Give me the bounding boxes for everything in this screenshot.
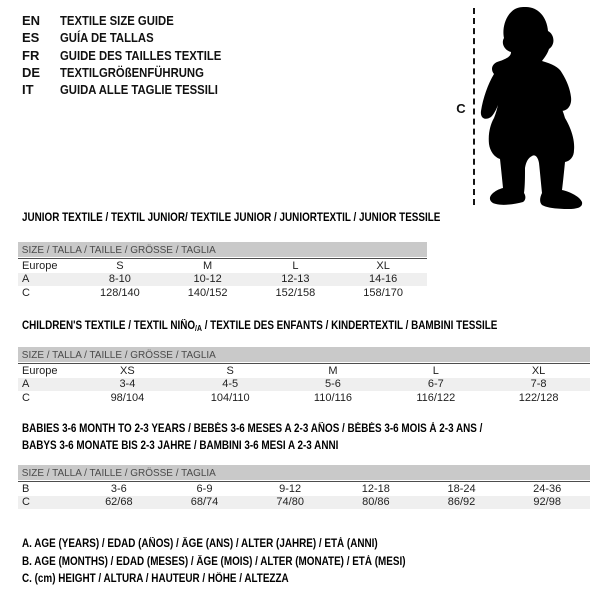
- table-title-line: [22, 421, 482, 438]
- row-label: B: [22, 482, 30, 495]
- table-cell: 18-24: [447, 482, 476, 495]
- table-cell: L: [292, 259, 299, 272]
- table-row: [18, 378, 590, 392]
- table-cell: 92/98: [533, 496, 561, 509]
- table-cell: 3-4: [119, 378, 136, 391]
- table-row: [18, 482, 590, 496]
- table-cell: 140/152: [187, 286, 228, 299]
- table-cell: 12-18: [361, 482, 390, 495]
- guide-title-text: GUIDA ALLE TAGLIE TESSILI: [60, 82, 218, 98]
- language-code-label: IT: [22, 82, 34, 98]
- table-cell: 9-12: [279, 482, 302, 495]
- table-cell: 6-7: [427, 378, 444, 391]
- language-code-label: DE: [22, 65, 41, 81]
- table-cell: L: [432, 364, 439, 377]
- height-measure-label: C: [456, 101, 466, 116]
- table-cell: 12-13: [281, 273, 310, 286]
- table-cell: 3-6: [110, 482, 127, 495]
- table-title-line: [22, 318, 497, 337]
- table-cell: 104/110: [210, 391, 250, 404]
- row-label: C: [22, 286, 30, 299]
- table-cell: 116/122: [416, 391, 456, 404]
- table-cell: S: [226, 364, 234, 377]
- table-title: [22, 210, 508, 227]
- table-title-line: [22, 210, 440, 227]
- footnote-line: B. AGE (MONTHS) / EDAD (MESES) / ÂGE (MOIS) / ALTER (MONATE) / ETÀ (MESI): [22, 555, 406, 568]
- title-subscript: /A: [195, 324, 202, 333]
- row-label: C: [22, 496, 30, 509]
- table-cell: 8-10: [108, 273, 131, 286]
- table-cell: 86/92: [447, 496, 476, 509]
- title-text: CHILDREN'S TEXTILE / TEXTIL NIÑO: [22, 320, 196, 332]
- table-row: [18, 496, 590, 510]
- guide-title-text: GUÍA DE TALLAS: [60, 30, 154, 46]
- table-cell: 110/116: [313, 391, 353, 404]
- toddler-silhouette-icon: [478, 0, 596, 212]
- measurement-figure: [450, 0, 600, 215]
- language-row: [22, 12, 245, 29]
- height-measure-dashed-line: [473, 8, 475, 205]
- size-header-text: SIZE / TALLA / TAILLE / GRÖSSE / TAGLIA: [21, 243, 216, 256]
- size-header-text: SIZE / TALLA / TAILLE / GRÖSSE / TAGLIA: [21, 348, 216, 361]
- table-cell: 68/74: [190, 496, 219, 509]
- language-row: [22, 29, 245, 46]
- language-row: [22, 64, 245, 81]
- table-cell: 152/158: [275, 286, 316, 299]
- table-row: [18, 286, 427, 300]
- table-cell: 62/68: [105, 496, 133, 509]
- row-label: A: [22, 273, 30, 286]
- footnote-line: C. (cm) HEIGHT / ALTURA / HAUTEUR / HÖHE / ALTEZZA: [22, 573, 289, 585]
- language-title-list: [22, 12, 245, 98]
- table-row: [18, 259, 427, 273]
- language-code-label: ES: [22, 30, 40, 46]
- table-row: [18, 364, 590, 378]
- table-cell: 98/104: [110, 391, 145, 404]
- guide-title-text: TEXTILGRÖßENFÜHRUNG: [60, 65, 204, 81]
- table-cell: 10-12: [193, 273, 222, 286]
- size-table: [18, 465, 590, 509]
- table-cell: XL: [376, 259, 390, 272]
- table-cell: 80/86: [362, 496, 390, 509]
- language-code-label: FR: [22, 47, 40, 63]
- table-title: [22, 318, 575, 337]
- table-cell: 7-8: [530, 378, 547, 391]
- title-text: BABYS 3-6 MONATE BIS 2-3 JAHRE / BAMBINI 3-6 MESI A 2-3 ANNI: [22, 440, 339, 452]
- size-table: [18, 242, 427, 300]
- footnote-line: A. AGE (YEARS) / EDAD (AÑOS) / ÂGE (ANS) / ALTER (JAHRE) / ETÀ (ANNI): [22, 538, 378, 550]
- table-cell: XS: [120, 364, 135, 377]
- size-header-bar: [18, 242, 427, 257]
- row-label: C: [22, 391, 30, 404]
- title-text: / TEXTILE DES ENFANTS / KINDERTEXTIL / BAMBINI TESSILE: [201, 320, 498, 332]
- guide-title-text: TEXTILE SIZE GUIDE: [60, 13, 174, 29]
- table-row: [18, 391, 590, 405]
- guide-title-text: GUIDE DES TAILLES TEXTILE: [60, 47, 222, 63]
- table-cell: M: [203, 259, 213, 272]
- size-table: [18, 347, 590, 405]
- table-cell: 158/170: [363, 286, 403, 299]
- table-cell: 128/140: [99, 286, 140, 299]
- table-row: [18, 273, 427, 287]
- table-cell: 6-9: [196, 482, 213, 495]
- title-text: BABIES 3-6 MONTH TO 2-3 YEARS / BEBÉS 3-6 MESES A 2-3 AÑOS / BÉBÉS 3-6 MOIS À 2-3 ANS /: [22, 423, 483, 435]
- title-text: JUNIOR TEXTILE / TEXTIL JUNIOR/ TEXTILE JUNIOR / JUNIORTEXTIL / JUNIOR TESSILE: [22, 212, 441, 224]
- row-label: Europe: [22, 364, 58, 377]
- size-header-bar: [18, 465, 590, 480]
- size-header-bar: [18, 347, 590, 362]
- table-cell: XL: [531, 364, 546, 377]
- row-label: Europe: [22, 259, 58, 272]
- table-cell: 5-6: [325, 378, 341, 391]
- table-title: [22, 421, 557, 455]
- language-row: [22, 47, 245, 64]
- table-cell: 4-5: [222, 378, 239, 391]
- table-cell: 74/80: [276, 496, 304, 509]
- table-cell: 14-16: [369, 273, 398, 286]
- footnote-legend: [22, 536, 468, 589]
- table-cell: S: [116, 259, 124, 272]
- table-title-line: [22, 438, 482, 455]
- language-row: [22, 81, 245, 98]
- table-cell: 122/128: [518, 391, 559, 404]
- table-cell: 24-36: [533, 482, 562, 495]
- language-code-label: EN: [22, 13, 41, 29]
- row-label: A: [22, 378, 30, 391]
- size-header-text: SIZE / TALLA / TAILLE / GRÖSSE / TAGLIA: [21, 466, 216, 479]
- table-cell: M: [328, 364, 338, 377]
